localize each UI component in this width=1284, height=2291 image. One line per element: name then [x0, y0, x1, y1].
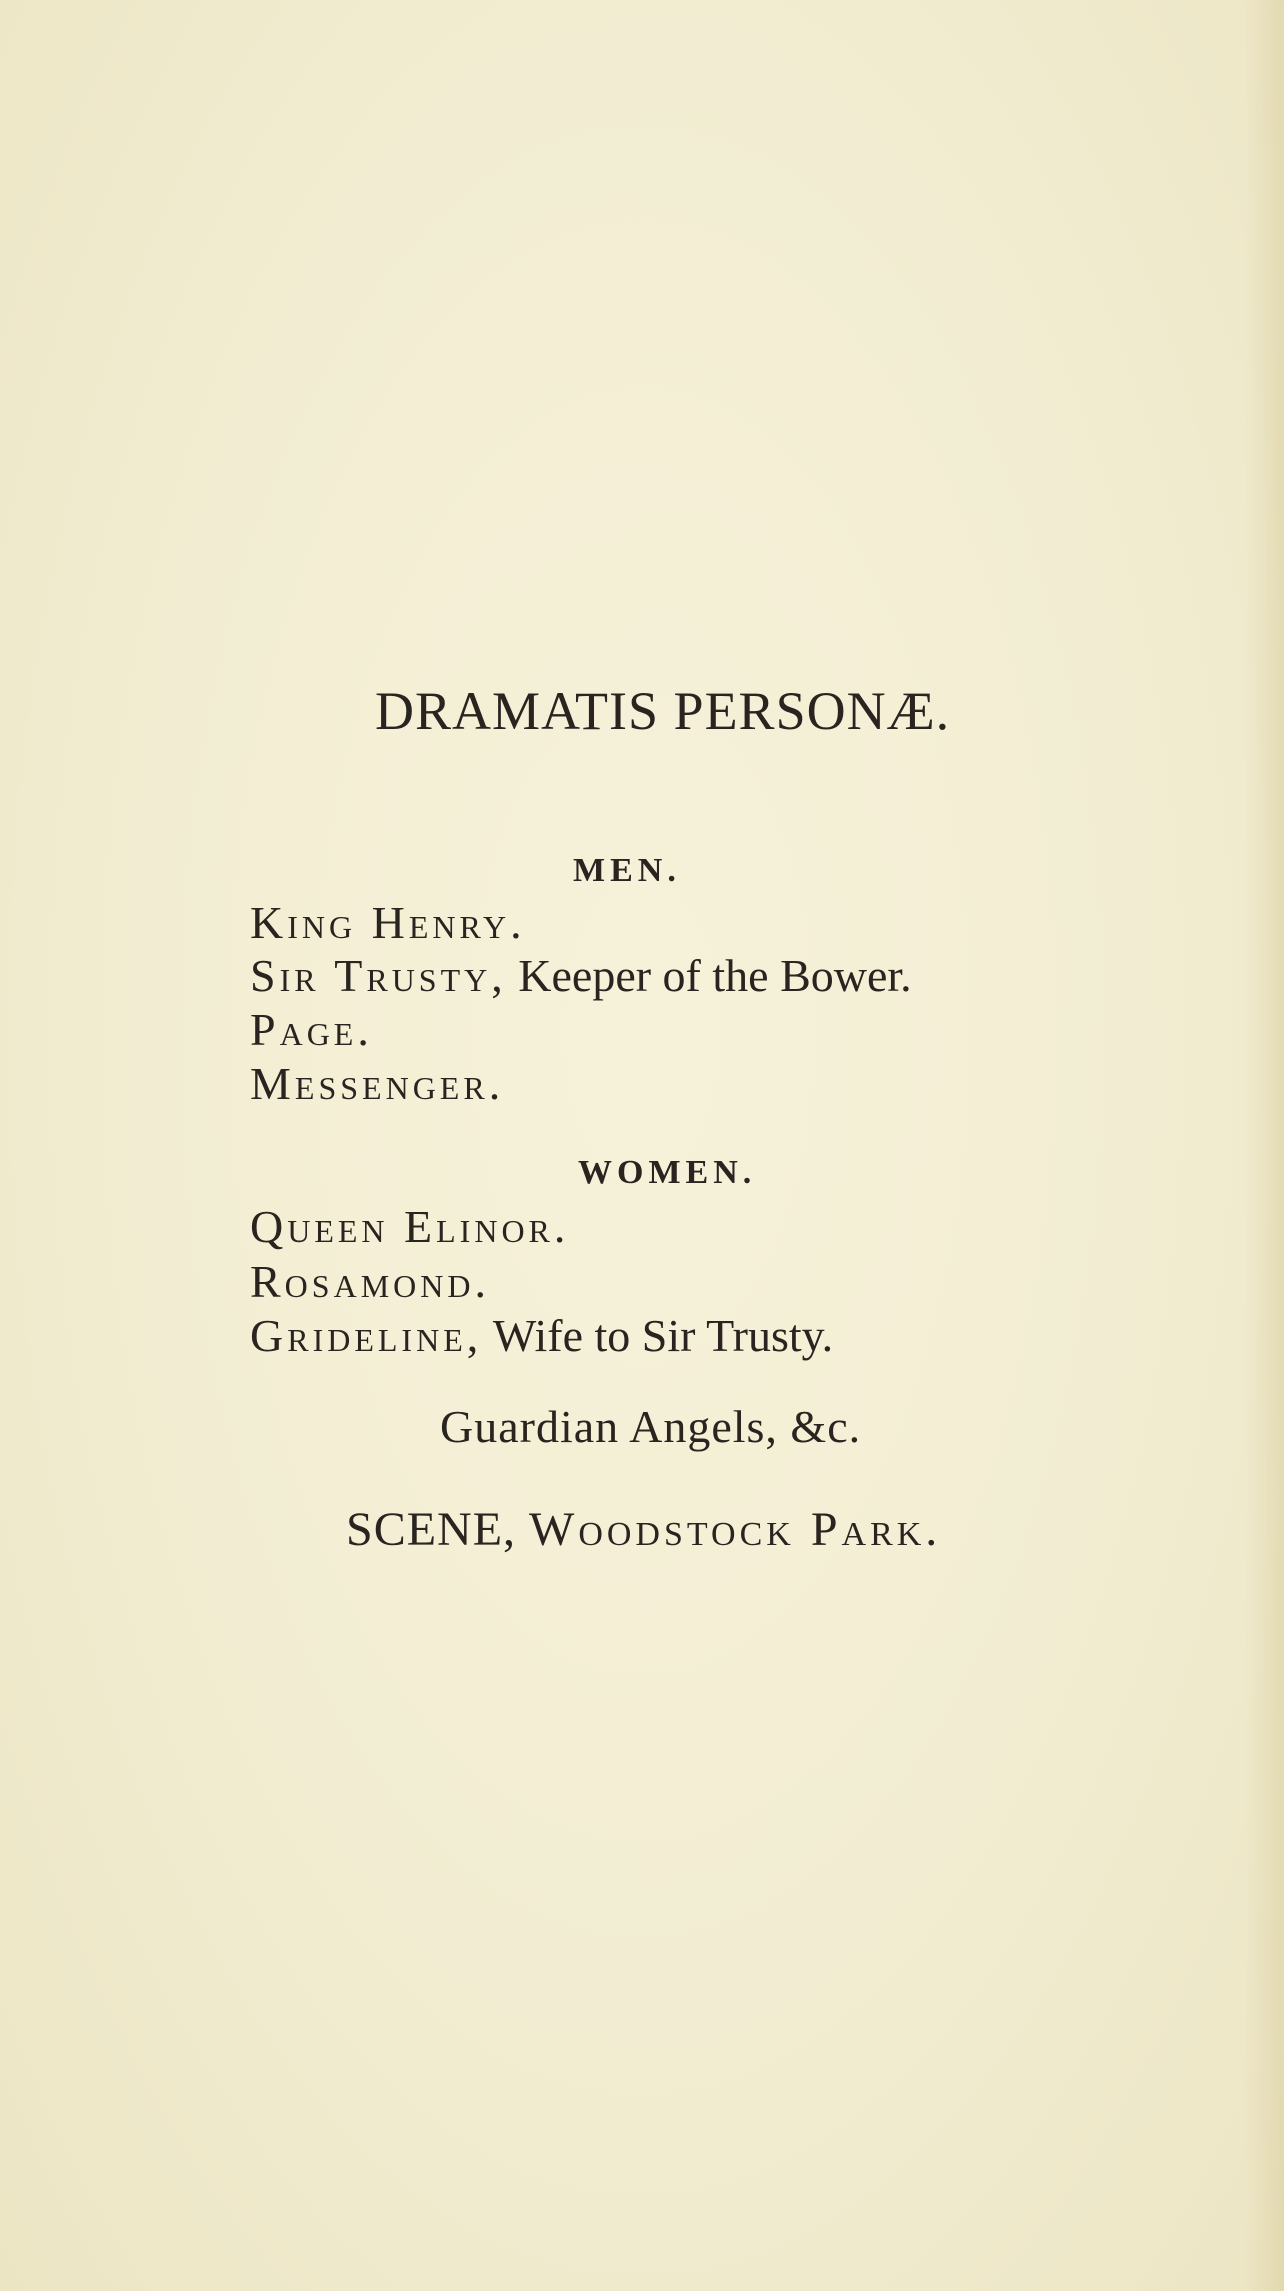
cast-entry-sir-trusty: [250, 950, 912, 1001]
character-name: Queen Elinor.: [250, 1201, 570, 1252]
scene-label: SCENE,: [346, 1503, 530, 1556]
cast-entry-page: [250, 1004, 373, 1055]
cast-entry-messenger: [250, 1058, 505, 1109]
character-name: King Henry.: [250, 897, 526, 948]
character-name: Page.: [250, 1004, 373, 1055]
cast-entry-queen-elinor: [250, 1201, 570, 1252]
character-name: Grideline,: [250, 1310, 483, 1361]
character-note: Wife to Sir Trusty.: [482, 1310, 834, 1361]
character-note: Keeper of the Bower.: [506, 950, 912, 1001]
scene-line: [346, 1502, 941, 1557]
character-name: Messenger.: [250, 1058, 505, 1109]
other-characters: Guardian Angels, &c.: [440, 1401, 862, 1452]
character-name: Rosamond.: [250, 1256, 490, 1307]
cast-entry-rosamond: [250, 1256, 490, 1307]
page-title: DRAMATIS PERSONÆ.: [375, 681, 951, 741]
cast-entry-king-henry: [250, 897, 526, 948]
men-heading: MEN.: [573, 852, 681, 889]
cast-entry-grideline: [250, 1310, 834, 1361]
character-name: Sir Trusty,: [250, 950, 507, 1001]
page-edge-shadow: [1244, 0, 1284, 2291]
women-heading: WOMEN.: [578, 1154, 757, 1191]
scene-place: Woodstock Park.: [529, 1503, 942, 1556]
